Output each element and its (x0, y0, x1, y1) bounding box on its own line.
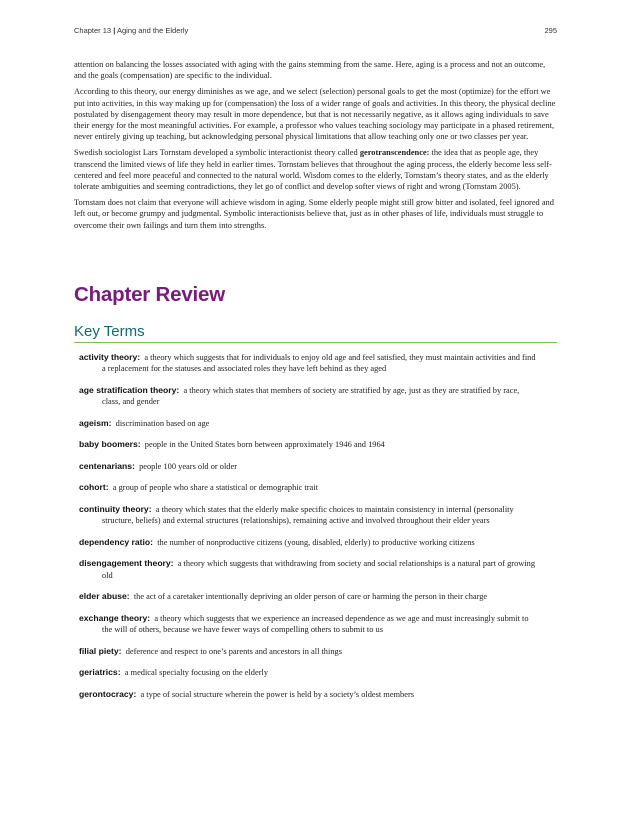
key-term-elder-abuse (79, 591, 539, 602)
term-word: geriatrics: (79, 667, 121, 678)
key-term-ageism (79, 418, 539, 429)
term-word: disengagement theory: (79, 558, 174, 569)
key-term-continuity-theory (79, 504, 539, 526)
term-definition: a group of people who share a statistical or demographic trait (112, 483, 318, 493)
header-separator: | (113, 26, 116, 35)
chapter-review-heading: Chapter Review (74, 283, 226, 306)
key-term-filial-piety (79, 646, 539, 657)
key-term-exchange-theory (79, 613, 539, 635)
term-word: continuity theory: (79, 503, 152, 514)
key-term-baby-boomers (79, 439, 539, 450)
term-word: gerontocracy: (79, 688, 137, 699)
key-terms-list (79, 352, 539, 710)
key-term-age-stratification-theory (79, 385, 539, 407)
page-number: 295 (544, 26, 557, 35)
term-definition: people in the United States born between approximately 1946 and 1964 (144, 440, 385, 450)
page-header (74, 26, 557, 38)
paragraph-3 (74, 147, 557, 192)
term-word: activity theory: (79, 352, 141, 362)
header-chapter: Chapter 13 (74, 26, 112, 35)
term-word: centenarians: (79, 460, 135, 471)
term-word: ageism: (79, 417, 112, 428)
term-word: filial piety: (79, 645, 122, 656)
term-definition: a theory which suggests that for individuals to enjoy old age and feel satisfied, they must maintain activities and find a replacement for the statuses and associated roles they have left behind as they aged (102, 353, 536, 374)
key-term-activity-theory (79, 352, 539, 374)
term-definition: a theory which suggests that we experience an increased dependence as we age and must increasingly submit to the will of others, because we have fewer ways of compelling others to submit to us (102, 613, 529, 634)
key-term-gerontocracy (79, 689, 539, 700)
paragraph-4: Tornstam does not claim that everyone will achieve wisdom in aging. Some elderly people might still grow bitter and isolated, feel ignored and left out, or become grumpy and judgmental. Symbolic interactionists believe that, just as in other phases of life, individuals must struggle to overcome their own failings and turn them into strengths. (74, 198, 554, 230)
paragraph-3-lead: Swedish sociologist Lars Tornstam developed a symbolic interactionist theory called (74, 148, 360, 158)
term-definition: discrimination based on age (115, 418, 210, 428)
header-chapter-info (74, 26, 188, 35)
key-term-centenarians (79, 461, 539, 472)
key-terms-heading: Key Terms (74, 323, 557, 343)
term-definition: the act of a caretaker intentionally depriving an older person of care or harming the person in their charge (133, 592, 488, 602)
term-definition: a theory which suggests that withdrawing from society and social relationships is a natural part of growing old (102, 559, 536, 580)
term-word: elder abuse: (79, 591, 130, 602)
term-definition: people 100 years old or older (139, 461, 237, 471)
gerotranscendence-term: gerotranscendence: (359, 148, 430, 158)
key-term-dependency-ratio (79, 537, 539, 548)
key-term-cohort (79, 482, 539, 493)
term-word: exchange theory: (79, 612, 151, 623)
term-word: cohort: (79, 482, 109, 493)
term-word: dependency ratio: (79, 536, 154, 547)
term-definition: the number of nonproductive citizens (young, disabled, elderly) to productive working citizens (157, 537, 475, 547)
term-definition: a medical specialty focusing on the elderly (124, 668, 269, 678)
term-definition: deference and respect to one’s parents and ancestors in all things (125, 646, 342, 656)
term-word: baby boomers: (79, 439, 141, 450)
key-term-geriatrics (79, 667, 539, 678)
paragraph-1: attention on balancing the losses associated with aging with the gains stemming from the same. Here, aging is a process and not an outcome, and the goals (compensation) are specific to the individual. (74, 60, 546, 81)
term-word: age stratification theory: (79, 384, 180, 395)
body-text (74, 59, 557, 236)
term-definition: a type of social structure wherein the power is held by a society’s oldest members (140, 689, 415, 699)
key-term-disengagement-theory (79, 558, 539, 580)
header-chapter-title: Aging and the Elderly (116, 26, 189, 35)
paragraph-3-rest: the idea that as people age, they transcend the limited views of life they held in earlier times. Tornstam believes that throughout the aging process, the elderly become less self-centered and feel more peaceful and connected to the natural world. Wisdom comes to the elderly, Tornstam’s theory states, and as the elderly tolerate ambiguities and seeming contradictions, they let go of conflict and develop softer views of right and wrong (Tornstam 2005). (74, 148, 552, 192)
paragraph-2: According to this theory, our energy diminishes as we age, and we select (selection) personal goals to get the most (optimize) for the effort we put into activities, in this way making up for (compensation) the loss of a wider range of goals and activities. In this theory, the physical decline postulated by disengagement theory may result in more dependence, but that is not necessarily negative, as it allows aging individuals to save their energy for the most meaningful activities. For example, a professor who values teaching sociology may participate in a phased retirement, never entirely giving up teaching, but acknowledging personal physical limitations that allow teaching only one or two classes per year. (74, 87, 556, 142)
term-definition: a theory which states that members of society are stratified by age, just as they are stratified by race, class, and gender (102, 385, 520, 406)
term-definition: a theory which states that the elderly make specific choices to maintain consistency in internal (personality structure, beliefs) and external structures (relationships), remaining active and involved throughout their elder years (102, 504, 514, 526)
